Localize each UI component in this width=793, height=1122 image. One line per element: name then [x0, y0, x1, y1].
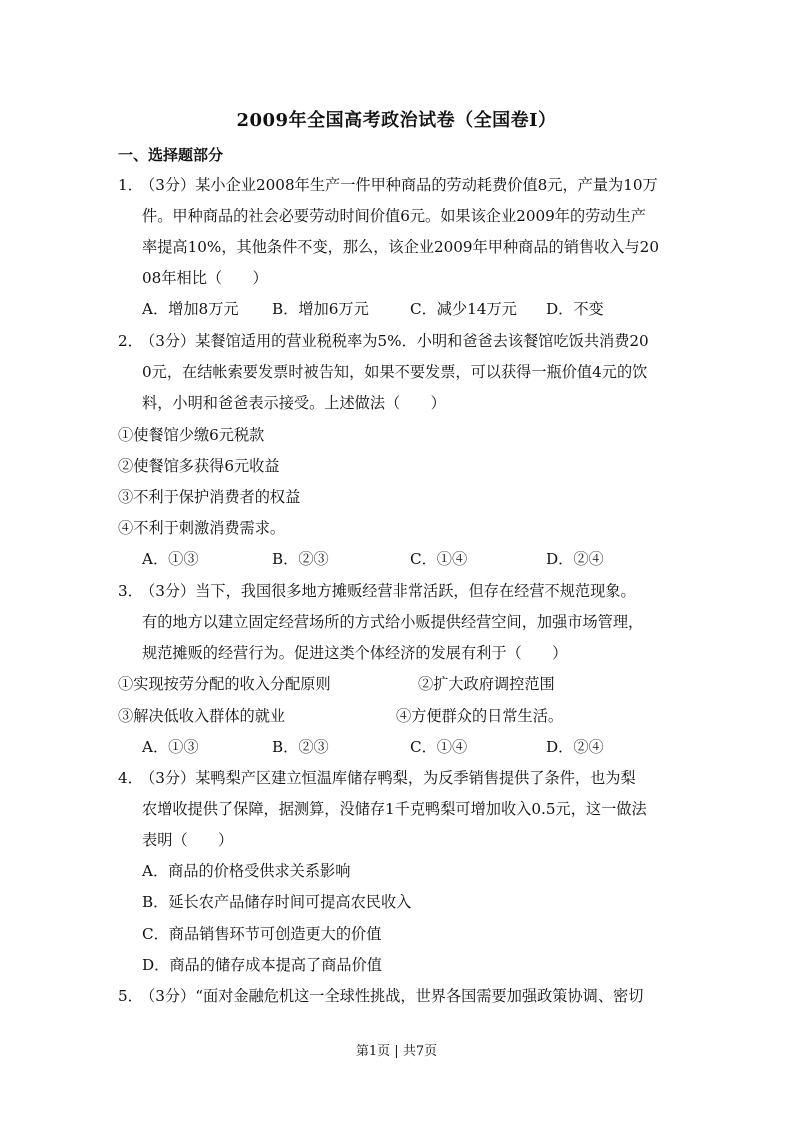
- question-1-line: 率提高10%，其他条件不变，那么，该企业2009年甲种商品的销售收入与20: [142, 238, 659, 256]
- question-1-option-c: C．减少14万元: [410, 300, 517, 318]
- question-3-line: （3分）当下，我国很多地方摊贩经营非常活跃，但存在经营不规范现象。: [140, 582, 636, 600]
- question-3-item: ③解决低收入群体的就业: [118, 707, 286, 725]
- question-2-line: （3分）某餐馆适用的营业税税率为5%．小明和爸爸去该餐馆吃饭共消费20: [140, 332, 649, 350]
- question-2-option-c: C．①④: [410, 550, 468, 568]
- question-4-option-b: B．延长农产品储存时间可提高农民收入: [142, 893, 412, 911]
- question-2-item: ④不利于刺激消费需求。: [118, 519, 286, 537]
- question-5-number: 5．: [118, 987, 143, 1005]
- question-1-option-d: D．不变: [546, 300, 604, 318]
- question-1-line: 08年相比（ ）: [142, 269, 268, 287]
- question-4-option-a: A．商品的价格受供求关系影响: [142, 862, 351, 880]
- question-2-number: 2．: [118, 332, 143, 350]
- question-1-option-b: B．增加6万元: [272, 300, 369, 318]
- question-4-option-c: C．商品销售环节可创造更大的价值: [142, 925, 382, 943]
- question-5-line: （3分）“面对金融危机这一全球性挑战，世界各国需要加强政策协调、密切: [140, 987, 644, 1005]
- question-2-line: 料，小明和爸爸表示接受。上述做法（ ）: [142, 394, 446, 412]
- question-2-option-d: D．②④: [546, 550, 604, 568]
- question-3-option-c: C．①④: [410, 738, 468, 756]
- question-3-option-b: B．②③: [272, 738, 329, 756]
- section-heading: 一、选择题部分: [118, 146, 224, 164]
- question-3-line: 规范摊贩的经营行为。促进这类个体经济的发展有利于（ ）: [142, 644, 568, 662]
- question-2-item: ②使餐馆多获得6元收益: [118, 457, 280, 475]
- question-3-option-a: A．①③: [142, 738, 199, 756]
- question-3-item: ④方便群众的日常生活。: [396, 707, 564, 725]
- question-2-option-b: B．②③: [272, 550, 329, 568]
- question-3-number: 3．: [118, 582, 143, 600]
- page-footer: 第1页 | 共7页: [355, 1044, 438, 1059]
- page-title: 2009年全国高考政治试卷（全国卷I）: [236, 110, 557, 131]
- question-3-line: 有的地方以建立固定经营场所的方式给小贩提供经营空间，加强市场管理，: [142, 613, 644, 631]
- question-2-option-a: A．①③: [142, 550, 199, 568]
- question-1-number: 1．: [118, 176, 143, 194]
- question-2-item: ①使餐馆少缴6元税款: [118, 426, 265, 444]
- question-3-option-d: D．②④: [546, 738, 604, 756]
- question-2-line: 0元，在结帐索要发票时被告知，如果不要发票，可以获得一瓶价值4元的饮: [142, 363, 648, 381]
- question-4-line: 表明（ ）: [142, 831, 234, 849]
- question-4-line: （3分）某鸭梨产区建立恒温库储存鸭梨，为反季销售提供了条件，也为梨: [140, 769, 636, 787]
- question-1-option-a: A．增加8万元: [142, 300, 239, 318]
- question-4-option-d: D．商品的储存成本提高了商品价值: [142, 956, 382, 974]
- question-2-item: ③不利于保护消费者的权益: [118, 488, 301, 506]
- question-1-line: （3分）某小企业2008年生产一件甲种商品的劳动耗费价值8元，产量为10万: [140, 176, 658, 194]
- question-3-item: ①实现按劳分配的收入分配原则: [118, 675, 331, 693]
- question-1-line: 件。甲种商品的社会必要劳动时间价值6元。如果该企业2009年的劳动生产: [142, 207, 646, 225]
- question-4-line: 农增收提供了保障，据测算，没储存1千克鸭梨可增加收入0.5元，这一做法: [142, 800, 647, 818]
- question-4-number: 4．: [118, 769, 143, 787]
- question-3-item: ②扩大政府调控范围: [418, 675, 555, 693]
